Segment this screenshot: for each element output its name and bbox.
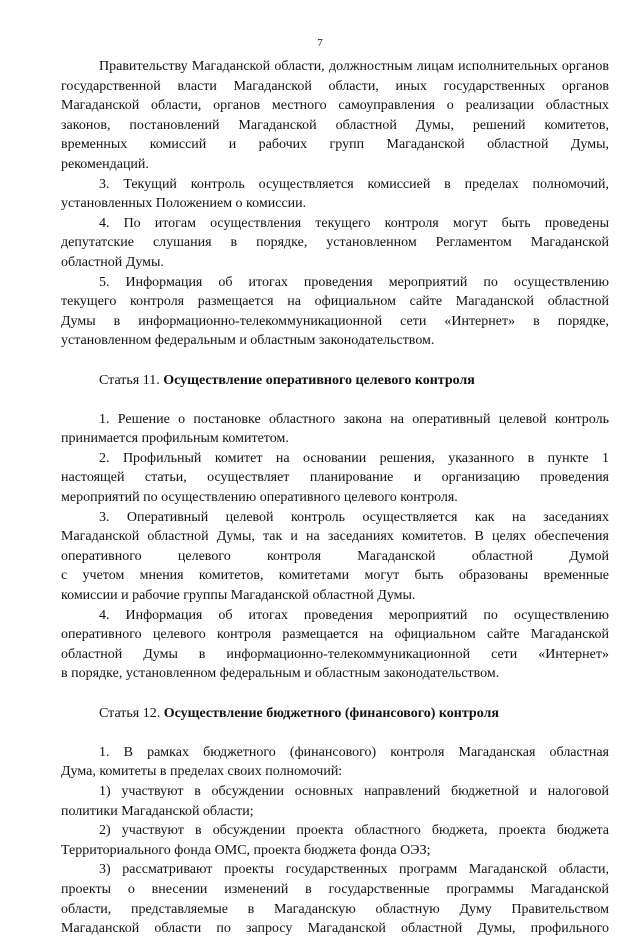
text-line: временных комиссий и рабочих групп Магаданской областной Думы, bbox=[61, 137, 609, 153]
paragraph bbox=[61, 273, 609, 351]
text-line: 5. Информация об итогах проведения мероприятий по осуществлению bbox=[99, 274, 609, 290]
text-line: 1. В рамках бюджетного (финансового) контроля Магаданская областная bbox=[99, 744, 609, 760]
paragraph bbox=[61, 449, 609, 508]
text-line: законов, постановлений Магаданской областной Думы, решений комитетов, bbox=[61, 117, 609, 133]
text-line: 3) рассматривают проекты государственных программ Магаданской области, bbox=[99, 862, 609, 878]
text-line: установленных Положением о комиссии. bbox=[61, 196, 307, 212]
text-line: с учетом мнения комитетов, комитетами могут быть образованы временные bbox=[61, 568, 609, 584]
text-line: в порядке, установленном федеральным и областным законодательством. bbox=[61, 666, 500, 682]
paragraph bbox=[61, 175, 609, 214]
text-line: областной Думы. bbox=[61, 254, 164, 270]
text-line: политики Магаданской области; bbox=[61, 803, 254, 819]
text-line: проекты о внесении изменений в государственные программы Магаданской bbox=[61, 881, 609, 897]
paragraph bbox=[61, 410, 609, 449]
article-number: Статья 12. bbox=[99, 705, 164, 721]
text-line: 1. Решение о постановке областного закона на оперативный целевой контроль bbox=[99, 411, 609, 427]
page-number: 7 bbox=[317, 37, 323, 49]
article-number: Статья 11. bbox=[99, 372, 164, 388]
text-line: 3. Текущий контроль осуществляется комиссией в пределах полномочий, bbox=[99, 176, 609, 192]
paragraph bbox=[61, 214, 609, 273]
text-line: текущего контроля размещается на официальном сайте Магаданской областной bbox=[61, 294, 609, 310]
paragraph bbox=[61, 860, 609, 938]
text-line: Дума, комитеты в пределах своих полномочий: bbox=[61, 764, 343, 780]
text-line: государственной власти Магаданской области, иных государственных органов bbox=[61, 78, 609, 94]
paragraph bbox=[61, 821, 609, 860]
text-line: депутатские слушания в порядке, установленном Регламентом Магаданской bbox=[61, 235, 609, 251]
text-line: Правительству Магаданской области, должностным лицам исполнительных органов bbox=[99, 59, 609, 74]
text-line: рекомендаций. bbox=[61, 156, 149, 172]
text-line: Магаданской областной Думы, так и на заседаниях комитетов. В целях обеспечения bbox=[61, 529, 609, 545]
document-body bbox=[61, 57, 609, 939]
text-line: оперативного целевого контроля Магаданской областной Думой bbox=[61, 548, 609, 564]
text-line: 4. По итогам осуществления текущего контроля могут быть проведены bbox=[99, 215, 609, 231]
text-line: 2. Профильный комитет на основании решения, указанного в пункте 1 bbox=[99, 450, 609, 466]
article-heading bbox=[61, 371, 609, 391]
text-line: 1) участвуют в обсуждении основных направлений бюджетной и налоговой bbox=[99, 783, 609, 799]
text-line: области, представляемые в Магаданскую областную Думу Правительством bbox=[61, 901, 609, 917]
text-line: областной Думы в информационно-телекоммуникационной сети «Интернет» bbox=[61, 646, 609, 662]
text-line: Магаданской области, органов местного самоуправления о реализации областных bbox=[61, 98, 609, 114]
article-title: Осуществление бюджетного (финансового) контроля bbox=[163, 705, 499, 721]
text-line: принимается профильным комитетом. bbox=[61, 431, 289, 447]
paragraph bbox=[61, 743, 609, 782]
spacer bbox=[61, 723, 609, 743]
paragraph bbox=[61, 606, 609, 684]
text-line: комиссии и рабочие группы Магаданской областной Думы. bbox=[61, 588, 416, 604]
text-line: Думы в информационно-телекоммуникационной сети «Интернет» в порядке, bbox=[61, 313, 609, 329]
paragraph bbox=[61, 782, 609, 821]
text-line: мероприятий по осуществлению оперативного целевого контроля. bbox=[61, 490, 458, 506]
spacer bbox=[61, 351, 609, 371]
text-line: установленном федеральным и областным законодательством. bbox=[61, 333, 435, 349]
article-title: Осуществление оперативного целевого контроля bbox=[163, 372, 475, 388]
spacer bbox=[61, 390, 609, 410]
spacer bbox=[61, 684, 609, 704]
text-line: Магаданской области по запросу Магаданской областной Думы, профильного bbox=[61, 921, 609, 937]
paragraph bbox=[61, 508, 609, 606]
text-line: оперативного целевого контроля размещается на официальном сайте Магаданской bbox=[61, 627, 609, 643]
text-line: настоящей статьи, осуществляет планирование и организацию проведения bbox=[61, 470, 609, 486]
article-heading bbox=[61, 704, 609, 724]
text-line: 3. Оперативный целевой контроль осуществляется как на заседаниях bbox=[99, 509, 609, 525]
paragraph bbox=[61, 57, 609, 175]
text-line: Территориального фонда ОМС, проекта бюджета фонда ОЭЗ; bbox=[61, 842, 431, 858]
text-line: 2) участвуют в обсуждении проекта областного бюджета, проекта бюджета bbox=[99, 823, 609, 839]
text-line: 4. Информация об итогах проведения мероприятий по осуществлению bbox=[99, 607, 609, 623]
